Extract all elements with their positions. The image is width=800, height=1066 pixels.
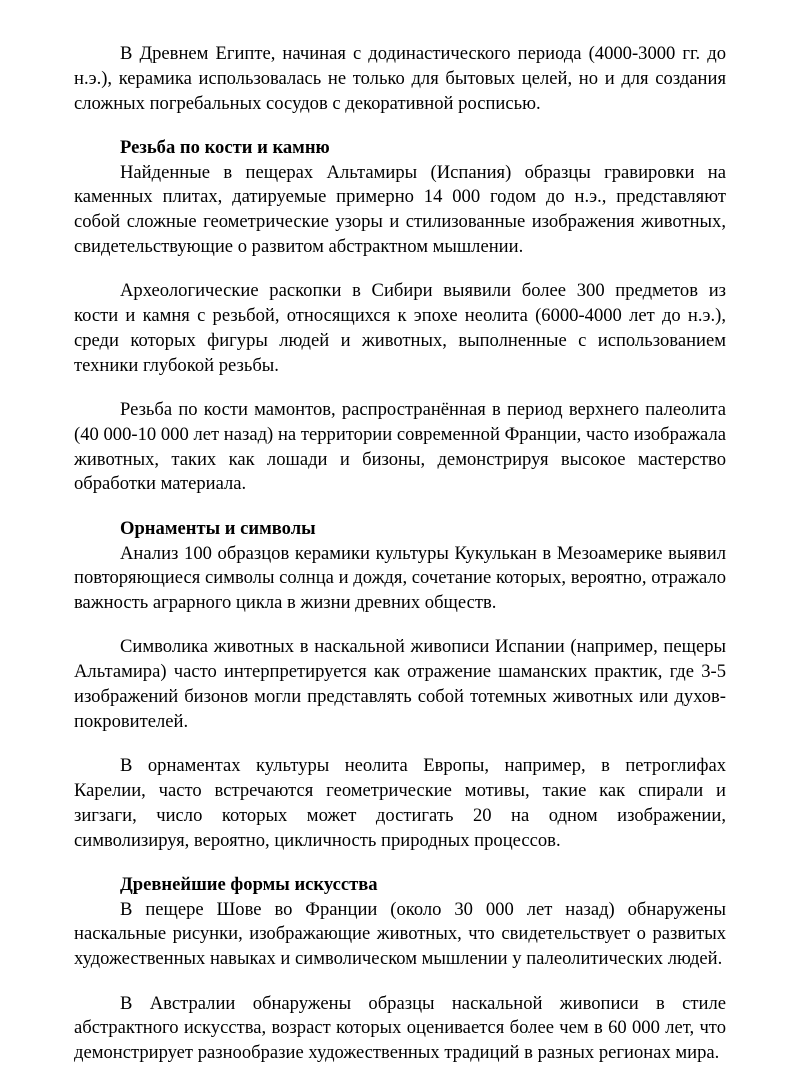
paragraph-gap xyxy=(74,116,726,136)
section-heading-ornaments: Орнаменты и символы xyxy=(120,517,316,539)
ancient-art-paragraph-2: В Австралии обнаружены образцы наскальной живописи в стиле абстрактного искусства, возраст которых оценивается более чем в 60 000 лет, что демонстрирует разнообразие художественных традиций в разных регионах мира. xyxy=(74,992,726,1064)
paragraph-gap xyxy=(74,260,726,280)
section-heading-carving: Резьба по кости и камню xyxy=(120,136,330,158)
intro-paragraph: В Древнем Египте, начиная с додинастического периода (4000-3000 гг. до н.э.), керамика использовалась не только для бытовых целей, но и для создания сложных погребальных сосудов с декоративной росписью. xyxy=(74,43,726,114)
carving-paragraph-3: Резьба по кости мамонтов, распространённая в период верхнего палеолита (40 000-10 000 лет назад) на территории современной Франции, часто изображала животных, таких как лошади и бизоны, демонстрируя высокое мастерство обработки материала. xyxy=(74,399,726,495)
paragraph-gap xyxy=(74,616,726,636)
paragraph-gap xyxy=(74,379,726,399)
paragraph-gap xyxy=(74,853,726,873)
document-page xyxy=(74,42,726,1066)
carving-paragraph-2: Археологические раскопки в Сибири выявили более 300 предметов из кости и камня с резьбой, относящихся к эпохе неолита (6000-4000 лет до н.э.), среди которых фигуры людей и животных, выполненные с использованием техники глубокой резьбы. xyxy=(74,280,726,376)
paragraph-gap xyxy=(74,735,726,755)
section-heading-ancient-art: Древнейшие формы искусства xyxy=(120,873,378,895)
ornaments-paragraph-2: Символика животных в наскальной живописи Испании (например, пещеры Альтамира) часто интерпретируется как отражение шаманских практик, где 3-5 изображений бизонов могли представлять собой тотемных животных или духов-покровителей. xyxy=(74,636,726,732)
ancient-art-paragraph-1: В пещере Шове во Франции (около 30 000 лет назад) обнаружены наскальные рисунки, изображающие животных, что свидетельствует о развитых художественных навыках и символическом мышлении у палеолитических людей. xyxy=(74,898,726,970)
paragraph-gap xyxy=(74,972,726,992)
ornaments-paragraph-1: Анализ 100 образцов керамики культуры Кукулькан в Мезоамерике выявил повторяющиеся символы солнца и дождя, сочетание которых, вероятно, отражало важность аграрного цикла в жизни древних обществ. xyxy=(74,542,726,614)
paragraph-gap xyxy=(74,497,726,517)
carving-paragraph-1: Найденные в пещерах Альтамиры (Испания) образцы гравировки на каменных плитах, датируемые примерно 14 000 годом до н.э., представляют собой сложные геометрические узоры и стилизованные изображения животных, свидетельствующие о развитом абстрактном мышлении. xyxy=(74,161,726,258)
ornaments-paragraph-3: В орнаментах культуры неолита Европы, например, в петроглифах Карелии, часто встречаются геометрические мотивы, такие как спирали и зигзаги, число которых может достигать 20 на одном изображении, символизируя, вероятно, цикличность природных процессов. xyxy=(74,755,726,851)
